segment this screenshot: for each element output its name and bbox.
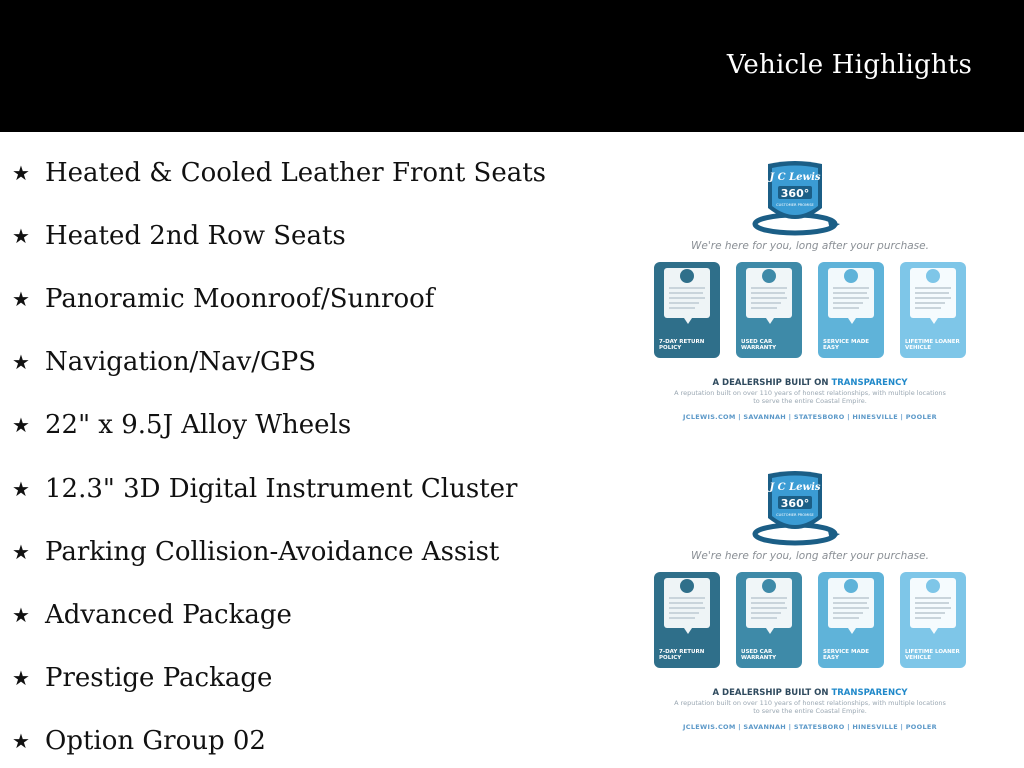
promo-card xyxy=(900,572,966,668)
feature-item xyxy=(12,209,612,272)
feature-item xyxy=(12,146,612,209)
jc-lewis-360-badge-icon xyxy=(650,468,970,550)
star-icon: ★ xyxy=(12,729,30,754)
badge-sub: CUSTOMER PROMISE xyxy=(776,203,814,207)
customer-promise-graphic xyxy=(650,468,970,738)
page-title: Vehicle Highlights xyxy=(726,50,972,80)
feature-label: Heated 2nd Row Seats xyxy=(45,220,346,251)
badge-number: 360° xyxy=(780,187,810,200)
feature-item xyxy=(12,588,612,651)
promo-tagline2 xyxy=(650,688,970,698)
tagline2-accent: TRANSPARENCY xyxy=(831,688,908,698)
card-bubble-icon xyxy=(900,262,966,332)
star-icon: ★ xyxy=(12,350,30,375)
promo-card xyxy=(736,572,802,668)
promo-card xyxy=(654,262,720,358)
feature-label: Prestige Package xyxy=(45,663,273,694)
promo-subtext: A reputation built on over 110 years of honest relationships, with multiple locations to serve the entire Coastal Empire. xyxy=(674,699,946,716)
star-icon: ★ xyxy=(12,286,30,311)
promo-card xyxy=(818,572,884,668)
badge-number: 360° xyxy=(780,497,810,510)
feature-item xyxy=(12,652,612,715)
card-title: 7-DAY RETURN POLICY xyxy=(659,648,705,662)
promo-cards xyxy=(654,262,966,374)
card-title: USED CAR WARRANTY xyxy=(741,648,777,662)
card-bubble-icon xyxy=(818,262,884,332)
promo-tagline: We're here for you, long after your purchase. xyxy=(691,550,929,562)
feature-label: Advanced Package xyxy=(45,599,292,630)
card-bubble-icon xyxy=(654,572,720,642)
card-bubble-icon xyxy=(736,572,802,642)
promo-tagline2 xyxy=(650,378,970,388)
card-bubble-icon xyxy=(900,572,966,642)
tagline2-accent: TRANSPARENCY xyxy=(831,378,908,388)
star-icon: ★ xyxy=(12,160,30,185)
card-title: SERVICE MADE EASY xyxy=(823,338,870,352)
feature-item xyxy=(12,525,612,588)
tagline2-prefix: A DEALERSHIP BUILT ON xyxy=(712,378,829,388)
promo-card xyxy=(654,572,720,668)
jc-lewis-360-badge-icon xyxy=(650,158,970,240)
header-bar xyxy=(0,0,1024,132)
badge-logo-text: J C Lewis xyxy=(769,482,821,493)
badge-logo-text: J C Lewis xyxy=(769,172,821,183)
card-title: 7-DAY RETURN POLICY xyxy=(659,338,705,352)
promo-locations: JCLEWIS.COM | SAVANNAH | STATESBORO | HINESVILLE | POOLER xyxy=(683,723,937,731)
feature-item xyxy=(12,462,612,525)
feature-item xyxy=(12,399,612,462)
star-icon: ★ xyxy=(12,666,30,691)
feature-item xyxy=(12,272,612,335)
card-title: LIFETIME LOANER VEHICLE xyxy=(905,648,960,662)
feature-item xyxy=(12,715,612,768)
star-icon: ★ xyxy=(12,413,30,438)
star-icon: ★ xyxy=(12,223,30,248)
card-bubble-icon xyxy=(818,572,884,642)
promo-locations: JCLEWIS.COM | SAVANNAH | STATESBORO | HINESVILLE | POOLER xyxy=(683,413,937,421)
star-icon: ★ xyxy=(12,539,30,564)
feature-item xyxy=(12,336,612,399)
feature-label: 12.3" 3D Digital Instrument Cluster xyxy=(45,473,518,504)
card-bubble-icon xyxy=(736,262,802,332)
promo-card xyxy=(900,262,966,358)
promo-cards xyxy=(654,572,966,684)
feature-label: 22" x 9.5J Alloy Wheels xyxy=(45,410,352,441)
badge-sub: CUSTOMER PROMISE xyxy=(776,513,814,517)
star-icon: ★ xyxy=(12,602,30,627)
customer-promise-graphic xyxy=(650,158,970,428)
promo-card xyxy=(818,262,884,358)
promo-subtext: A reputation built on over 110 years of honest relationships, with multiple locations to serve the entire Coastal Empire. xyxy=(674,389,946,406)
feature-label: Navigation/Nav/GPS xyxy=(45,347,317,378)
card-title: SERVICE MADE EASY xyxy=(823,648,870,662)
promo-card xyxy=(736,262,802,358)
promo-tagline: We're here for you, long after your purchase. xyxy=(691,240,929,252)
feature-label: Panoramic Moonroof/Sunroof xyxy=(45,283,435,314)
card-title: USED CAR WARRANTY xyxy=(741,338,777,352)
card-title: LIFETIME LOANER VEHICLE xyxy=(905,338,960,352)
tagline2-prefix: A DEALERSHIP BUILT ON xyxy=(712,688,829,698)
feature-label: Option Group 02 xyxy=(45,726,266,757)
feature-label: Parking Collision-Avoidance Assist xyxy=(45,536,500,567)
star-icon: ★ xyxy=(12,476,30,501)
feature-label: Heated & Cooled Leather Front Seats xyxy=(45,157,547,188)
card-bubble-icon xyxy=(654,262,720,332)
feature-list xyxy=(12,146,612,768)
